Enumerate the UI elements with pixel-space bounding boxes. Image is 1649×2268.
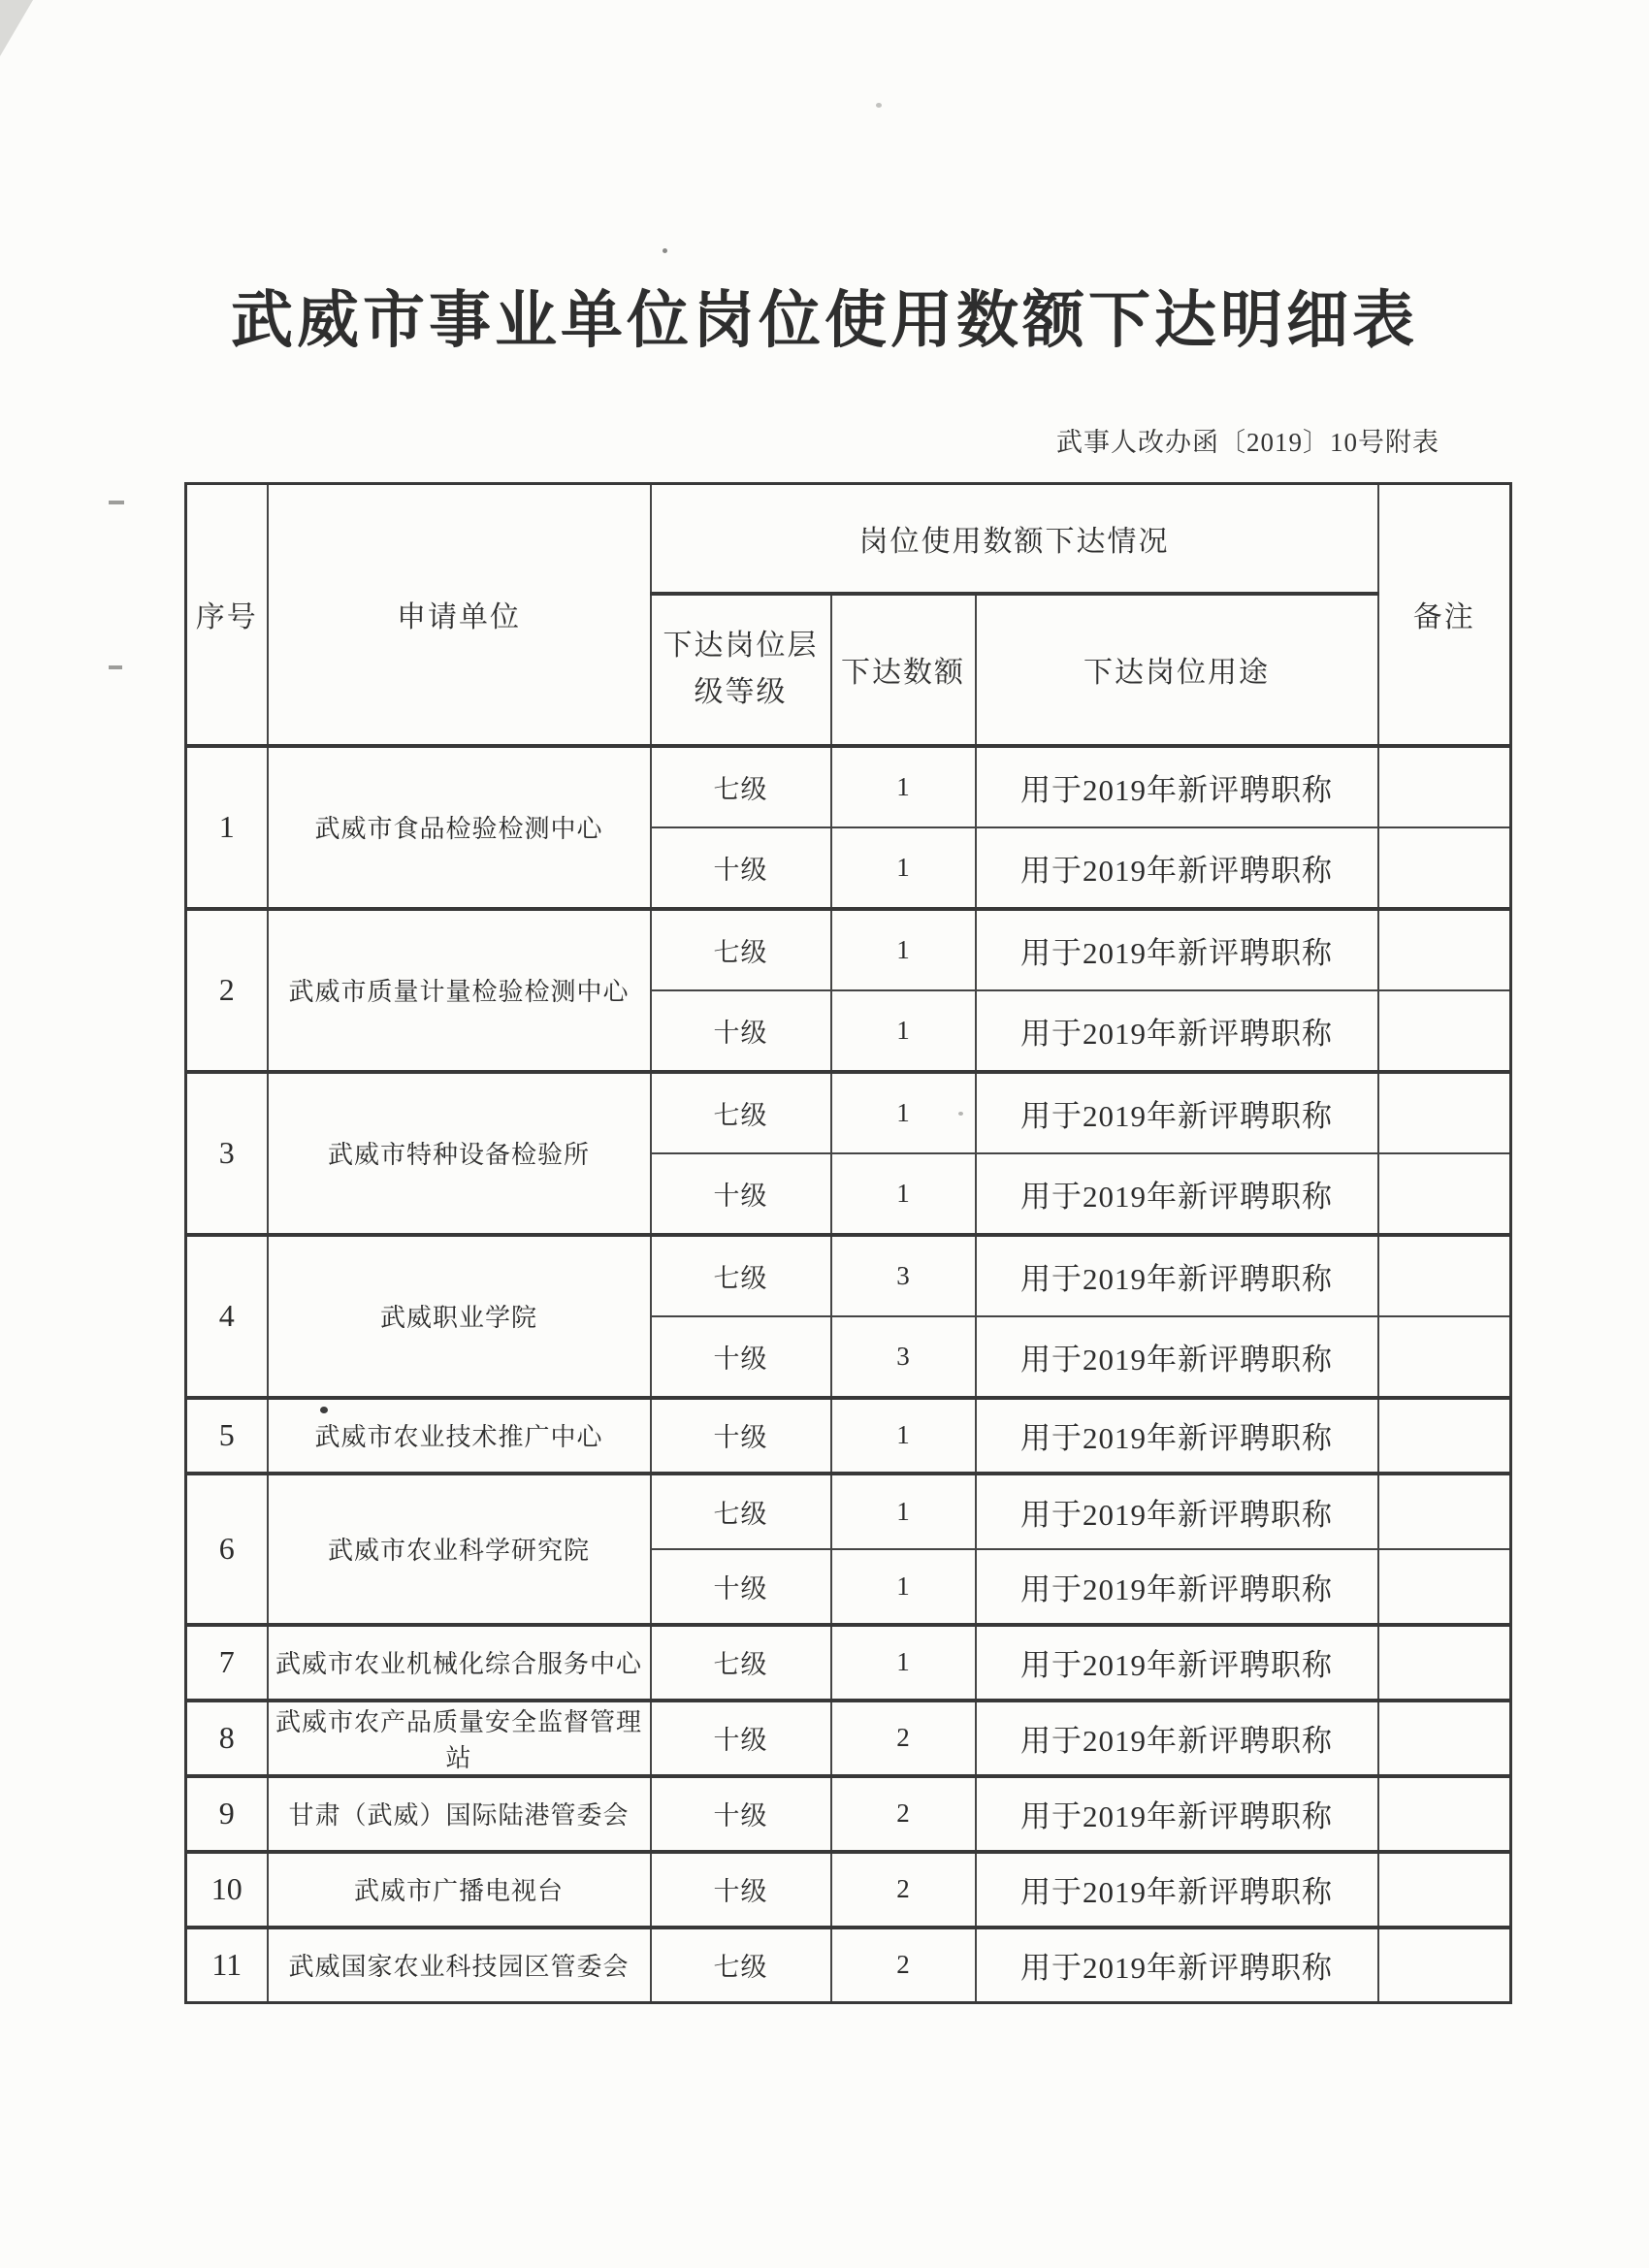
quota-cell: 3 [831, 1235, 976, 1316]
level-cell: 十级 [651, 1316, 831, 1398]
purpose-cell: 用于2019年新评聘职称 [976, 1474, 1378, 1549]
row-index: 2 [186, 909, 268, 1072]
row-index: 9 [186, 1776, 268, 1852]
scan-corner-artifact [0, 0, 33, 56]
remark-cell [1378, 1701, 1511, 1776]
quota-cell: 1 [831, 1474, 976, 1549]
header-purpose: 下达岗位用途 [976, 594, 1378, 746]
header-level: 下达岗位层级等级 [651, 594, 831, 746]
quota-cell: 1 [831, 909, 976, 990]
unit-name: 武威市农产品质量安全监督管理站 [268, 1701, 651, 1776]
purpose-cell: 用于2019年新评聘职称 [976, 909, 1378, 990]
level-cell: 七级 [651, 1235, 831, 1316]
level-cell: 七级 [651, 746, 831, 827]
level-cell: 十级 [651, 1549, 831, 1625]
header-index: 序号 [186, 484, 268, 746]
purpose-cell: 用于2019年新评聘职称 [976, 1072, 1378, 1153]
table-row [186, 1235, 1511, 1316]
table-row [186, 1701, 1511, 1776]
row-index: 4 [186, 1235, 268, 1398]
purpose-cell: 用于2019年新评聘职称 [976, 1701, 1378, 1776]
quota-cell: 2 [831, 1852, 976, 1928]
level-cell: 十级 [651, 1852, 831, 1928]
level-cell: 七级 [651, 1072, 831, 1153]
table-row [186, 909, 1511, 990]
level-cell: 十级 [651, 1398, 831, 1474]
remark-cell [1378, 827, 1511, 909]
row-index: 8 [186, 1701, 268, 1776]
quota-cell: 3 [831, 1316, 976, 1398]
remark-cell [1378, 990, 1511, 1072]
table-row [186, 1072, 1511, 1153]
quota-cell: 1 [831, 990, 976, 1072]
table-row [186, 1398, 1511, 1474]
row-index: 10 [186, 1852, 268, 1928]
quota-cell: 1 [831, 1625, 976, 1701]
remark-cell [1378, 1549, 1511, 1625]
remark-cell [1378, 1625, 1511, 1701]
header-remark: 备注 [1378, 484, 1511, 746]
unit-name: 武威市广播电视台 [268, 1852, 651, 1928]
unit-name: 武威国家农业科技园区管委会 [268, 1928, 651, 2003]
remark-cell [1378, 1316, 1511, 1398]
level-cell: 十级 [651, 827, 831, 909]
quota-cell: 1 [831, 746, 976, 827]
quota-cell: 1 [831, 1072, 976, 1153]
scan-edge-mark [109, 501, 124, 504]
quota-cell: 1 [831, 1398, 976, 1474]
unit-name: 武威职业学院 [268, 1235, 651, 1398]
quota-cell: 2 [831, 1701, 976, 1776]
remark-cell [1378, 1153, 1511, 1235]
level-cell: 十级 [651, 1153, 831, 1235]
level-cell: 七级 [651, 1474, 831, 1549]
table-row [186, 1852, 1511, 1928]
document-reference: 武事人改办函〔2019〕10号附表 [1056, 428, 1439, 457]
level-cell: 十级 [651, 1701, 831, 1776]
purpose-cell: 用于2019年新评聘职称 [976, 827, 1378, 909]
purpose-cell: 用于2019年新评聘职称 [976, 990, 1378, 1072]
unit-name: 武威市食品检验检测中心 [268, 746, 651, 909]
table-row [186, 1776, 1511, 1852]
remark-cell [1378, 1072, 1511, 1153]
scan-edge-mark [109, 665, 122, 669]
purpose-cell: 用于2019年新评聘职称 [976, 1398, 1378, 1474]
remark-cell [1378, 1474, 1511, 1549]
unit-name: 武威市农业科学研究院 [268, 1474, 651, 1625]
remark-cell [1378, 1852, 1511, 1928]
purpose-cell: 用于2019年新评聘职称 [976, 1235, 1378, 1316]
purpose-cell: 用于2019年新评聘职称 [976, 1852, 1378, 1928]
row-index: 3 [186, 1072, 268, 1235]
table-row [186, 1625, 1511, 1701]
table-row [186, 746, 1511, 827]
remark-cell [1378, 746, 1511, 827]
purpose-cell: 用于2019年新评聘职称 [976, 1316, 1378, 1398]
quota-cell: 1 [831, 1153, 976, 1235]
level-cell: 七级 [651, 1625, 831, 1701]
level-cell: 十级 [651, 1776, 831, 1852]
quota-cell: 1 [831, 827, 976, 909]
purpose-cell: 用于2019年新评聘职称 [976, 1625, 1378, 1701]
scan-speck [663, 248, 667, 253]
row-index: 7 [186, 1625, 268, 1701]
unit-name: 武威市农业机械化综合服务中心 [268, 1625, 651, 1701]
remark-cell [1378, 1235, 1511, 1316]
remark-cell [1378, 1776, 1511, 1852]
quota-cell: 2 [831, 1776, 976, 1852]
scan-speck [876, 103, 882, 108]
purpose-cell: 用于2019年新评聘职称 [976, 1776, 1378, 1852]
unit-name: 武威市特种设备检验所 [268, 1072, 651, 1235]
header-group: 岗位使用数额下达情况 [651, 484, 1378, 594]
document-title: 武威市事业单位岗位使用数额下达明细表 [231, 286, 1418, 355]
purpose-cell: 用于2019年新评聘职称 [976, 746, 1378, 827]
level-cell: 七级 [651, 1928, 831, 2003]
table-row [186, 1474, 1511, 1549]
purpose-cell: 用于2019年新评聘职称 [976, 1549, 1378, 1625]
quota-cell: 1 [831, 1549, 976, 1625]
remark-cell [1378, 909, 1511, 990]
purpose-cell: 用于2019年新评聘职称 [976, 1928, 1378, 2003]
purpose-cell: 用于2019年新评聘职称 [976, 1153, 1378, 1235]
row-index: 6 [186, 1474, 268, 1625]
quota-cell: 2 [831, 1928, 976, 2003]
row-index: 1 [186, 746, 268, 909]
header-unit: 申请单位 [268, 484, 651, 746]
unit-name: 甘肃（武威）国际陆港管委会 [268, 1776, 651, 1852]
level-cell: 十级 [651, 990, 831, 1072]
unit-name: 武威市农业技术推广中心 [268, 1398, 651, 1474]
row-index: 5 [186, 1398, 268, 1474]
quota-allocation-table [184, 482, 1512, 2004]
table-row [186, 1928, 1511, 2003]
level-cell: 七级 [651, 909, 831, 990]
remark-cell [1378, 1928, 1511, 2003]
row-index: 11 [186, 1928, 268, 2003]
unit-name: 武威市质量计量检验检测中心 [268, 909, 651, 1072]
header-quota: 下达数额 [831, 594, 976, 746]
remark-cell [1378, 1398, 1511, 1474]
